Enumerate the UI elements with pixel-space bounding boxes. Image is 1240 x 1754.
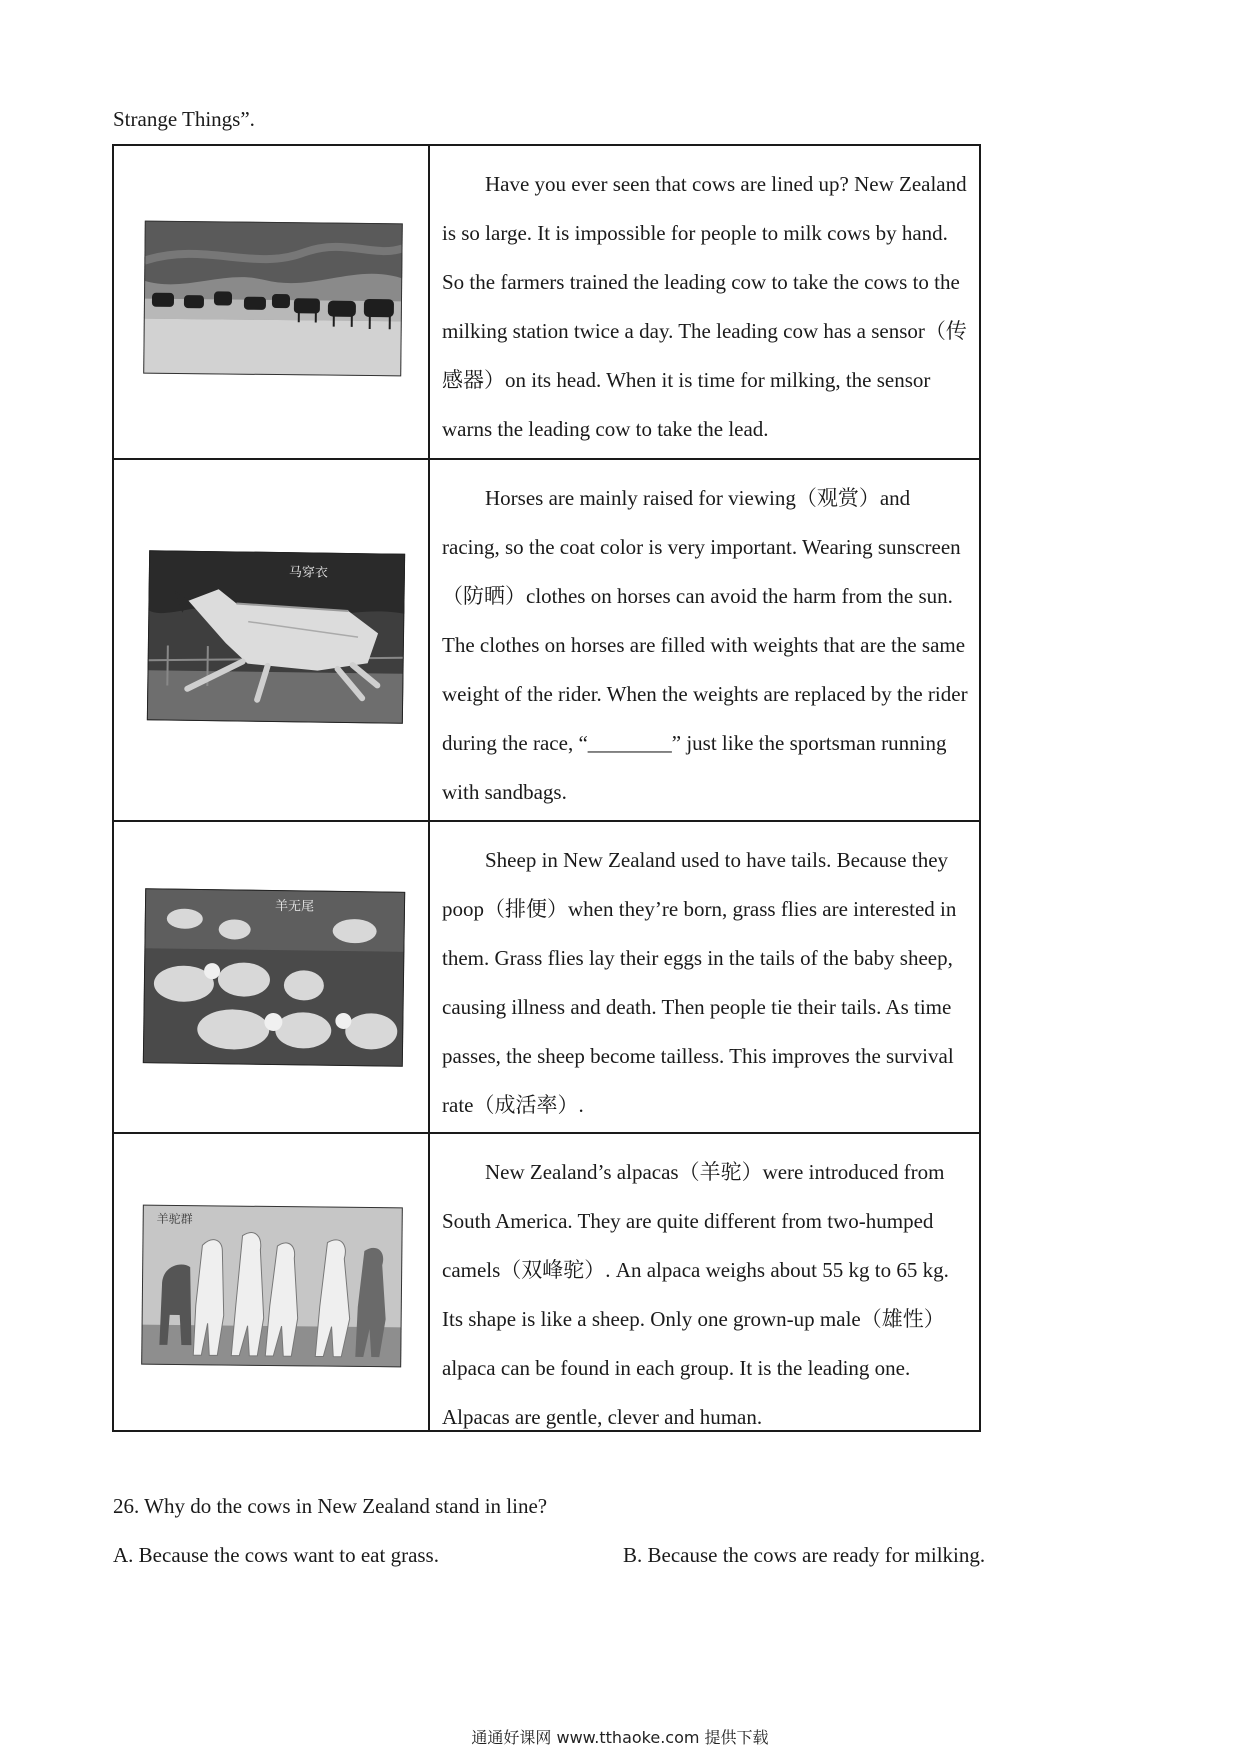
table-row bbox=[114, 822, 979, 1134]
image-cell bbox=[114, 460, 430, 820]
sheep-photo-caption: 羊无尾 bbox=[274, 899, 315, 915]
image-cell bbox=[114, 1134, 430, 1430]
horse-paragraph: Horses are mainly raised for viewing（观赏）and racing, so the coat color is very important. Wearing sunscreen（防晒）clothes on horses can avoid the harm from the sun. The clothes on horses are filled with weights that are the same weight of the rider. When the weights are replaced by the rider during the race, “________” just like the sportsman running with sandbags. bbox=[442, 486, 968, 804]
alpaca-text-cell bbox=[430, 1134, 979, 1430]
table-row bbox=[114, 1134, 979, 1430]
cow-text-cell bbox=[430, 146, 979, 458]
horse-photo bbox=[148, 552, 404, 722]
image-cell bbox=[114, 822, 430, 1132]
option-a: A. Because the cows want to eat grass. bbox=[113, 1543, 439, 1567]
alpaca-paragraph: New Zealand’s alpacas（羊驼）were introduced from South America. They are quite different from two-humped camels（双峰驼）. An alpaca weighs about 55 kg to 65 kg. Its shape is like a sheep. Only one grown-up male（雄性）alpaca can be found in each group. It is the leading one. Alpacas are gentle, clever and human. bbox=[442, 1160, 949, 1429]
table-row bbox=[114, 460, 979, 822]
sheep-paragraph: Sheep in New Zealand used to have tails. Because they poop（排便）when they’re born, grass flies are interested in them. Grass flies lay their eggs in the tails of the baby sheep, causing illness and death. Then people tie their tails. As time passes, the sheep become tailless. This improves the survival rate（成活率）. bbox=[442, 848, 957, 1117]
sheep-photo bbox=[144, 890, 404, 1065]
image-cell bbox=[114, 146, 430, 458]
sheep-text-cell bbox=[430, 822, 979, 1132]
option-b: B. Because the cows are ready for milking. bbox=[623, 1543, 986, 1567]
alpaca-photo bbox=[142, 1206, 402, 1366]
page-footer: 通通好课网 www.tthaoke.com 提供下载 bbox=[471, 1728, 769, 1747]
article-table bbox=[112, 144, 981, 1432]
cows-photo bbox=[144, 222, 402, 375]
table-row bbox=[114, 146, 979, 460]
horse-text-cell bbox=[430, 460, 979, 820]
alpaca-photo-caption: 羊驼群 bbox=[156, 1211, 193, 1227]
intro-text: Strange Things”. bbox=[113, 107, 255, 131]
cow-paragraph: Have you ever seen that cows are lined up? New Zealand is so large. It is impossible for people to milk cows by hand. So the farmers trained the leading cow to take the cows to the milking station twice a day. The leading cow has a sensor（传感器）on its head. When it is time for milking, the sensor warns the leading cow to take the lead. bbox=[442, 172, 967, 441]
question-stem: 26. Why do the cows in New Zealand stand in line? bbox=[113, 1494, 548, 1518]
horse-photo-caption: 马穿衣 bbox=[288, 565, 329, 581]
